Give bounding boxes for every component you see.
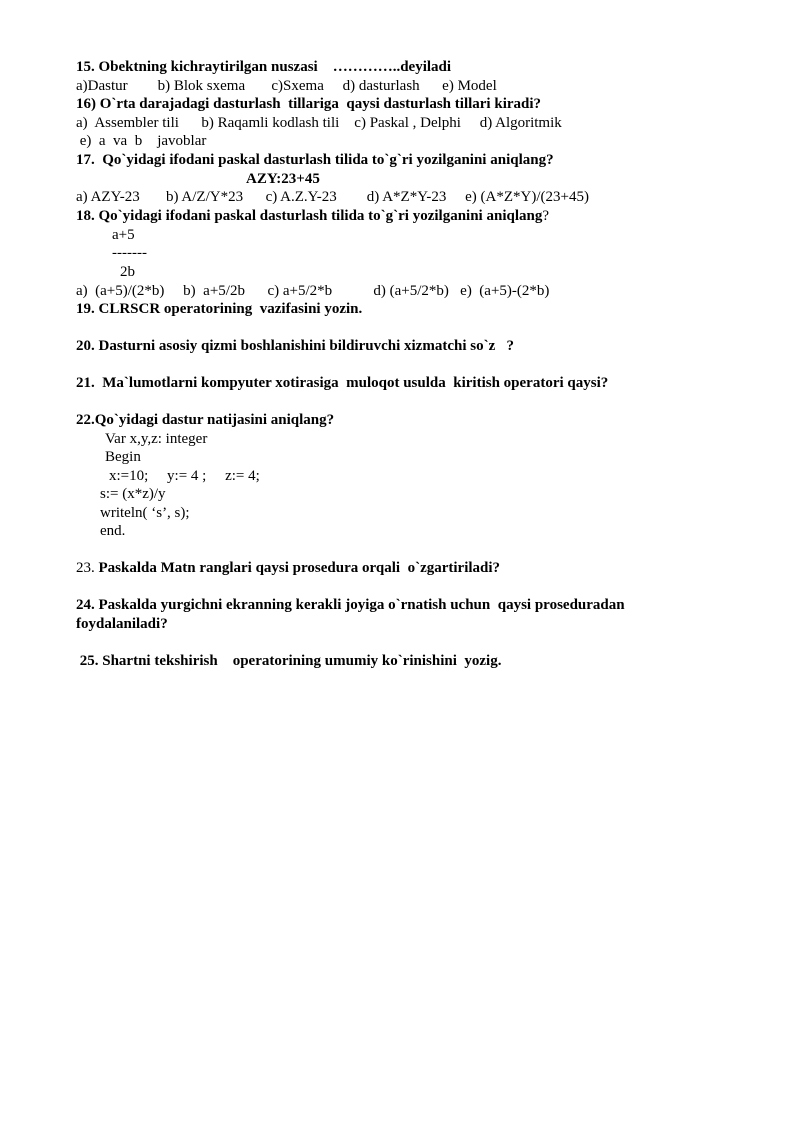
question-23-title xyxy=(76,559,500,577)
code-line-5: writeln( ‘s’, s); xyxy=(100,505,190,521)
question-20-title: 20. Dasturni asosiy qizmi boshlanishini bildiruvchi xizmatchi so`z ? xyxy=(76,338,514,354)
question-16-title: 16) O`rta darajadagi dasturlash tillariga qaysi dasturlash tillari kiradi? xyxy=(76,96,542,112)
question-15-title: 15. Obektning kichraytirilgan nuszasi …………..deyiladi xyxy=(76,59,452,75)
question-18-numerator: a+5 xyxy=(112,227,135,243)
question-19-title: 19. CLRSCR operatorining vazifasini yozin. xyxy=(76,301,363,317)
question-17-title: 17. Qo`yidagi ifodani paskal dasturlash tilida to`g`ri yozilganini aniqlang? xyxy=(76,152,554,168)
question-18-options: a) (a+5)/(2*b) b) a+5/2b c) a+5/2*b d) (a+5/2*b) e) (a+5)-(2*b) xyxy=(76,283,550,299)
question-18-fraction-bar: ------- xyxy=(112,245,147,261)
question-18-title xyxy=(76,207,549,225)
question-17-options: a) AZY-23 b) A/Z/Y*23 c) A.Z.Y-23 d) A*Z*Y-23 e) (A*Z*Y)/(23+45) xyxy=(76,189,589,205)
question-18-denominator: 2b xyxy=(120,264,135,280)
code-line-6: end. xyxy=(100,523,126,539)
question-22-title: 22.Qo`yidagi dastur natijasini aniqlang? xyxy=(76,412,335,428)
code-line-2: Begin xyxy=(105,449,141,465)
question-15-options: a)Dastur b) Blok sxema c)Sxema d) dasturlash e) Model xyxy=(76,78,497,94)
question-16-options-line2: e) a va b javoblar xyxy=(76,133,207,149)
code-line-1: Var x,y,z: integer xyxy=(105,431,208,447)
question-17-expression: AZY:23+45 xyxy=(246,171,320,187)
question-23-text: Paskalda Matn ranglari qaysi prosedura orqali o`zgartiriladi? xyxy=(94,560,501,576)
question-16-options-line1: a) Assembler tili b) Raqamli kodlash tili c) Paskal , Delphi d) Algoritmik xyxy=(76,115,562,131)
question-25-title: 25. Shartni tekshirish operatorining umumiy ko`rinishini yozig. xyxy=(76,653,502,669)
question-21-title: 21. Ma`lumotlarni kompyuter xotirasiga muloqot usulda kiritish operatori qaysi? xyxy=(76,375,609,391)
code-line-3: x:=10; y:= 4 ; z:= 4; xyxy=(109,468,260,484)
question-18-title-text: 18. Qo`yidagi ifodani paskal dasturlash tilida to`g`ri yozilganini aniqlang xyxy=(76,208,543,224)
question-24-title-line2: foydalaniladi? xyxy=(76,616,168,632)
question-24-title-line1: 24. Paskalda yurgichni ekranning kerakli joyiga o`rnatish uchun qaysi proseduradan xyxy=(76,597,625,613)
question-18-title-mark: ? xyxy=(542,208,550,224)
question-23-number: 23. xyxy=(76,560,95,576)
code-line-4: s:= (x*z)/y xyxy=(100,486,166,502)
